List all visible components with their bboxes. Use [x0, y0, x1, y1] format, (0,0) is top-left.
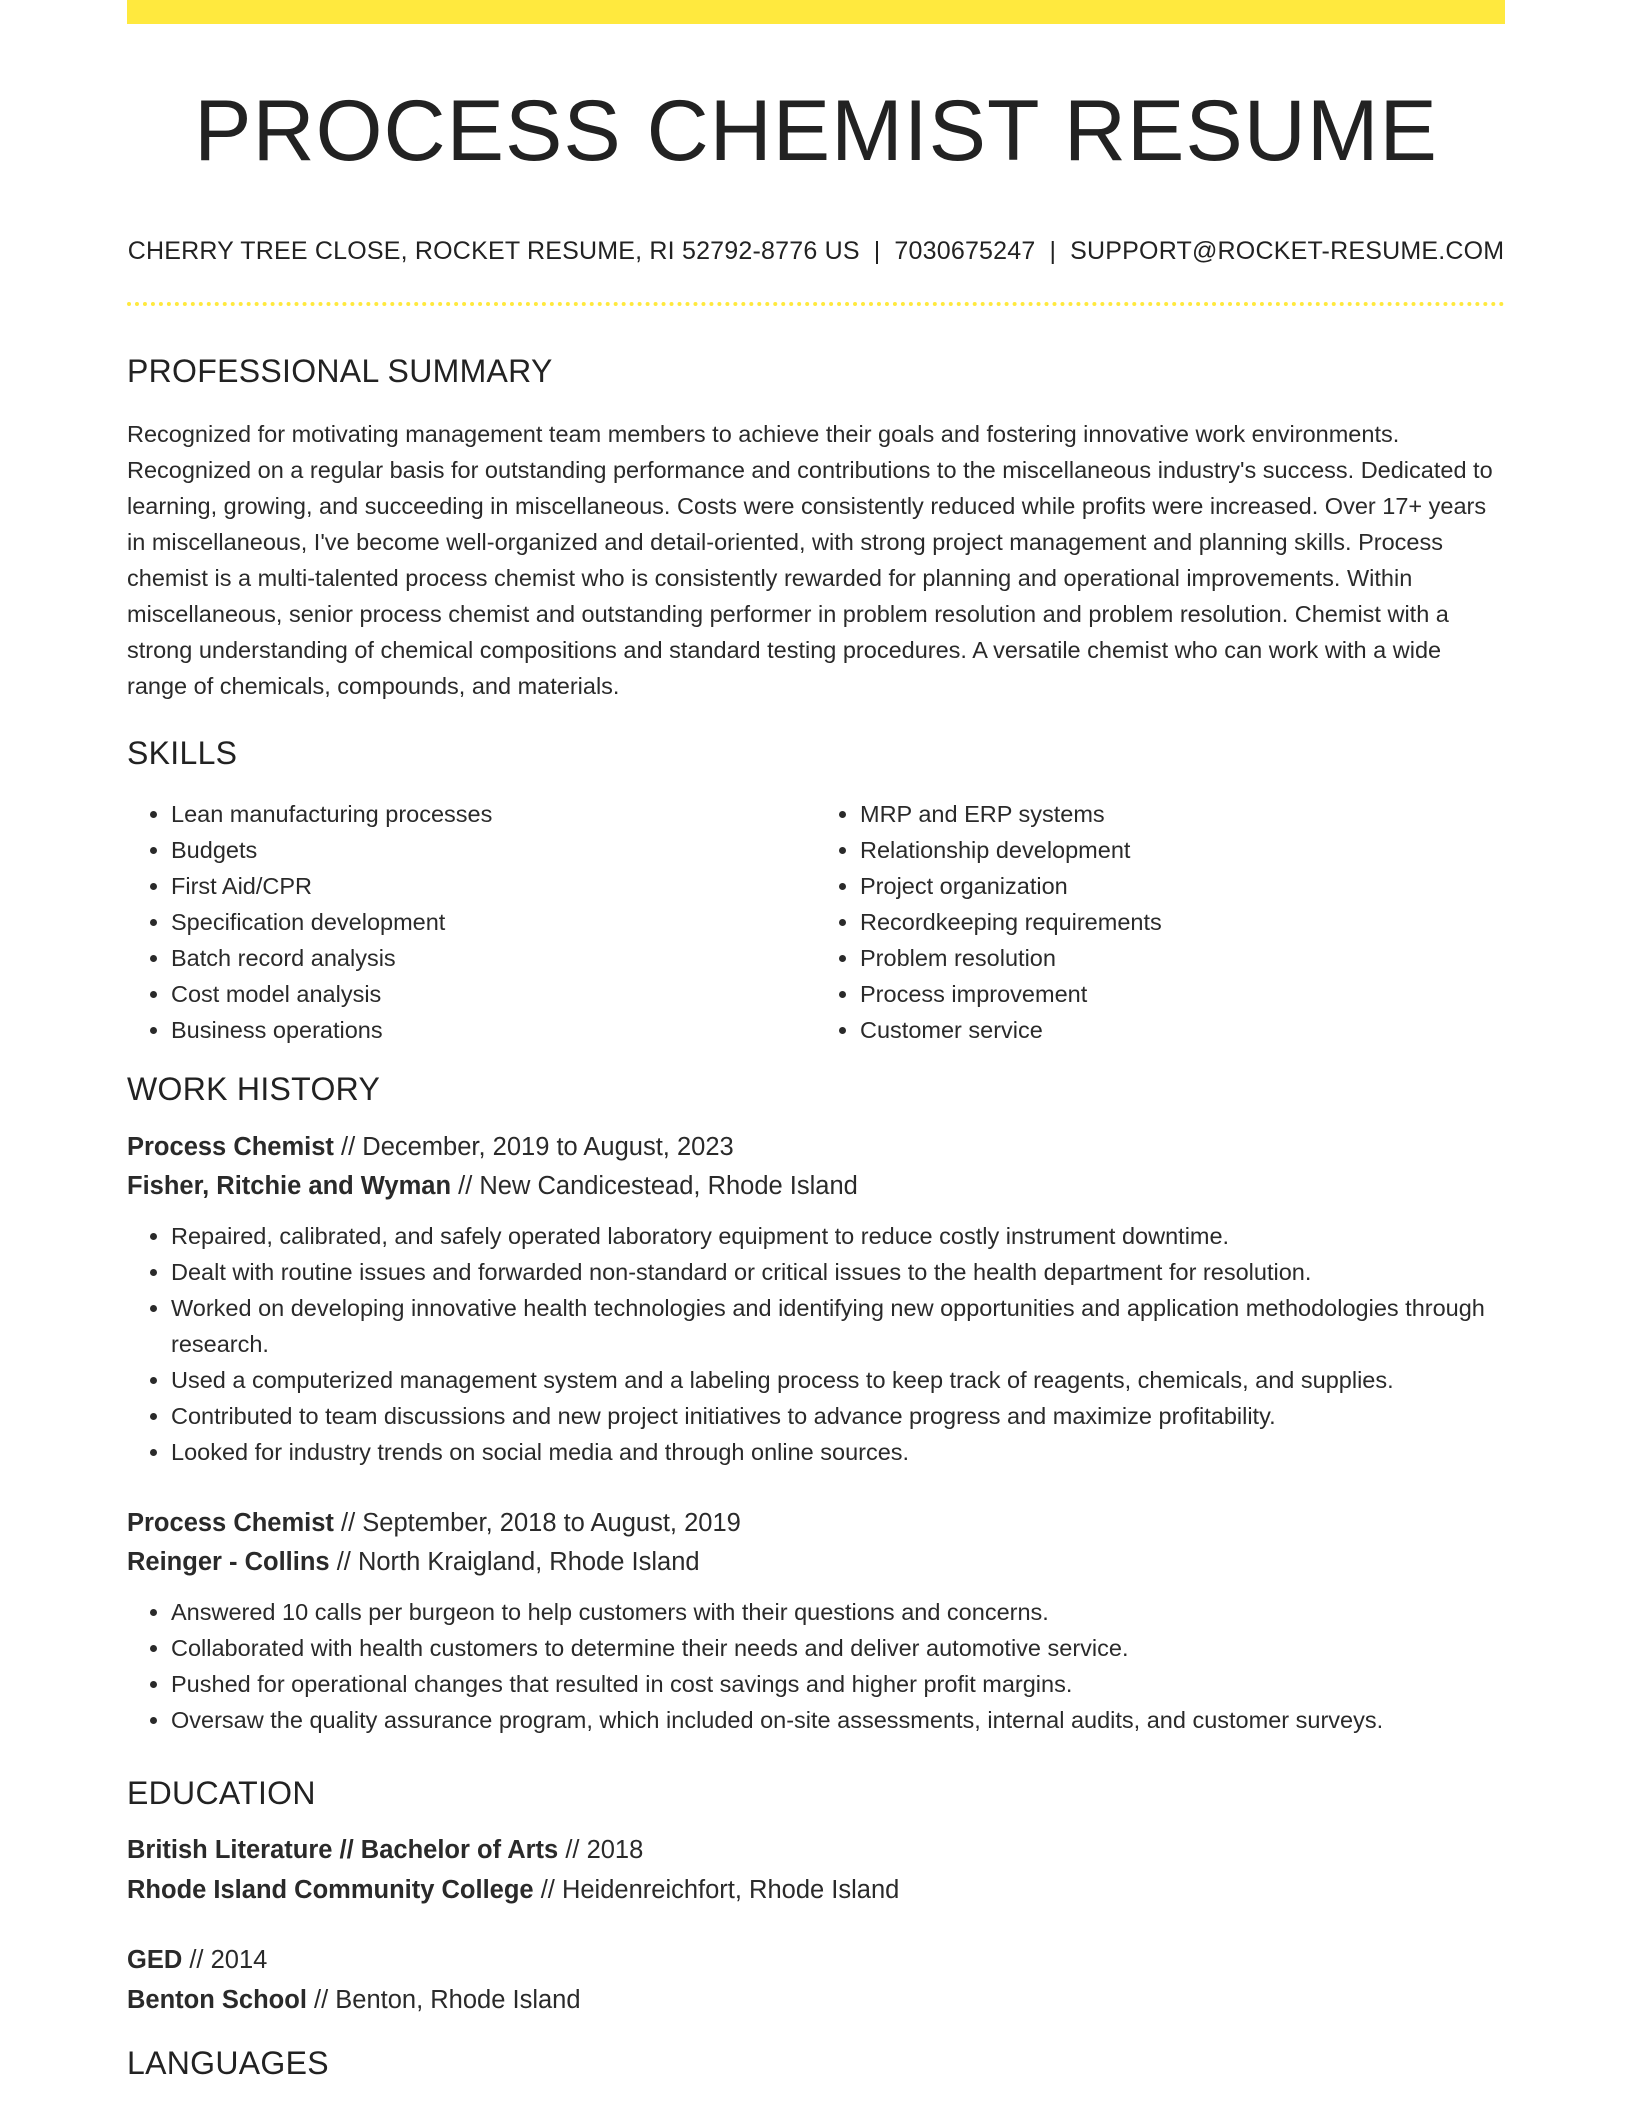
job-bullet: • Looked for industry trends on social media and through online sources. — [171, 1434, 1505, 1470]
education-year: // 2018 — [558, 1836, 644, 1864]
skill-item: • Specification development — [171, 904, 816, 940]
job-location: // New Candicestead, Rhode Island — [451, 1172, 858, 1200]
education-degree: GED — [127, 1946, 183, 1974]
job-title-line — [127, 1504, 1505, 1543]
job-title: Process Chemist — [127, 1509, 334, 1537]
work-history-section — [127, 1071, 1505, 1108]
summary-section — [127, 353, 1505, 704]
job-company: Fisher, Ritchie and Wyman — [127, 1172, 452, 1200]
skill-item: • Business operations — [171, 1012, 816, 1048]
education-school-line — [127, 1870, 1505, 1910]
education-section — [127, 1775, 1505, 1812]
skill-item: • Recordkeeping requirements — [860, 904, 1505, 940]
job-bullet: • Repaired, calibrated, and safely operated laboratory equipment to reduce costly instrument downtime. — [171, 1218, 1505, 1254]
skills-heading: SKILLS — [127, 735, 238, 771]
education-location: // Heidenreichfort, Rhode Island — [533, 1876, 900, 1904]
job-bullet: • Contributed to team discussions and new project initiatives to advance progress and maximize profitability. — [171, 1398, 1505, 1434]
education-degree-line — [127, 1830, 1505, 1870]
job-bullet: • Pushed for operational changes that resulted in cost savings and higher profit margins. — [171, 1666, 1505, 1702]
education-entry — [127, 1830, 1505, 1910]
education-location: // Benton, Rhode Island — [306, 1986, 581, 2014]
education-school-line — [127, 1980, 1505, 2020]
education-year: // 2014 — [182, 1946, 268, 1974]
skill-item: • Process improvement — [860, 976, 1505, 1012]
dotted-divider — [127, 302, 1505, 306]
address: CHERRY TREE CLOSE, ROCKET RESUME, RI 52792-8776 US — [127, 236, 860, 265]
top-accent-bar — [127, 0, 1505, 24]
languages-heading: LANGUAGES — [127, 2045, 329, 2081]
job-entry — [127, 1128, 1505, 1470]
skills-section — [127, 735, 1505, 1048]
job-title-line — [127, 1128, 1505, 1167]
job-company-line — [127, 1543, 1505, 1582]
skill-item: • Project organization — [860, 868, 1505, 904]
education-heading: EDUCATION — [127, 1775, 316, 1811]
skill-item: • MRP and ERP systems — [860, 796, 1505, 832]
skills-left-column — [127, 796, 816, 1048]
page-title: PROCESS CHEMIST RESUME — [194, 83, 1438, 179]
job-location: // North Kraigland, Rhode Island — [329, 1548, 700, 1576]
job-bullets — [127, 1218, 1505, 1470]
job-bullet: • Dealt with routine issues and forwarded non-standard or critical issues to the health department for resolution. — [171, 1254, 1505, 1290]
skill-item: • Lean manufacturing processes — [171, 796, 816, 832]
job-bullet: • Answered 10 calls per burgeon to help customers with their questions and concerns. — [171, 1594, 1505, 1630]
skill-item: • Customer service — [860, 1012, 1505, 1048]
summary-heading: PROFESSIONAL SUMMARY — [127, 353, 553, 389]
separator: | — [873, 236, 881, 265]
job-company: Reinger - Collins — [127, 1548, 330, 1576]
skill-item: • Batch record analysis — [171, 940, 816, 976]
education-degree: British Literature // Bachelor of Arts — [127, 1836, 559, 1864]
job-bullet: • Collaborated with health customers to determine their needs and deliver automotive service. — [171, 1630, 1505, 1666]
skill-item: • Relationship development — [860, 832, 1505, 868]
job-company-line — [127, 1167, 1505, 1206]
email: SUPPORT@ROCKET-RESUME.COM — [1070, 236, 1505, 265]
job-dates: // September, 2018 to August, 2019 — [333, 1509, 741, 1537]
skills-right-column — [816, 796, 1505, 1048]
summary-text: Recognized for motivating management team members to achieve their goals and fostering innovative work environments. Recognized on a regular basis for outstanding performance and contributions to the miscellaneous industry's success. Dedicated to learning, growing, and succeeding in miscellaneous. Costs were consistently reduced while profits were increased. Over 17+ years in miscellaneous, I've become well-organized and detail-oriented, with strong project management and planning skills. Process chemist is a multi-talented process chemist who is consistently rewarded for planning and operational improvements. Within miscellaneous, senior process chemist and outstanding performer in problem resolution and problem resolution. Chemist with a strong understanding of chemical compositions and standard testing procedures. A versatile chemist who can work with a wide range of chemicals, compounds, and materials. — [127, 421, 1493, 699]
job-bullet: • Oversaw the quality assurance program, which included on-site assessments, internal audits, and customer surveys. — [171, 1702, 1505, 1738]
job-entry — [127, 1504, 1505, 1738]
separator: | — [1049, 236, 1057, 265]
skill-item: • Budgets — [171, 832, 816, 868]
job-title: Process Chemist — [127, 1133, 334, 1161]
education-school: Benton School — [127, 1986, 307, 2014]
education-entry — [127, 1940, 1505, 2020]
job-dates: // December, 2019 to August, 2023 — [333, 1133, 734, 1161]
education-degree-line — [127, 1940, 1505, 1980]
skill-item: • Cost model analysis — [171, 976, 816, 1012]
resume-page — [127, 0, 1505, 2081]
contact-line — [127, 237, 1505, 266]
skill-item: • Problem resolution — [860, 940, 1505, 976]
work-history-heading: WORK HISTORY — [127, 1071, 381, 1107]
skill-item: • First Aid/CPR — [171, 868, 816, 904]
job-bullets — [127, 1594, 1505, 1738]
education-school: Rhode Island Community College — [127, 1876, 534, 1904]
job-bullet: • Worked on developing innovative health technologies and identifying new opportunities and application methodologies through research. — [171, 1290, 1505, 1362]
job-bullet: • Used a computerized management system and a labeling process to keep track of reagents, chemicals, and supplies. — [171, 1362, 1505, 1398]
phone: 7030675247 — [894, 236, 1036, 265]
skills-grid — [127, 796, 1505, 1048]
languages-section — [127, 2045, 1505, 2082]
